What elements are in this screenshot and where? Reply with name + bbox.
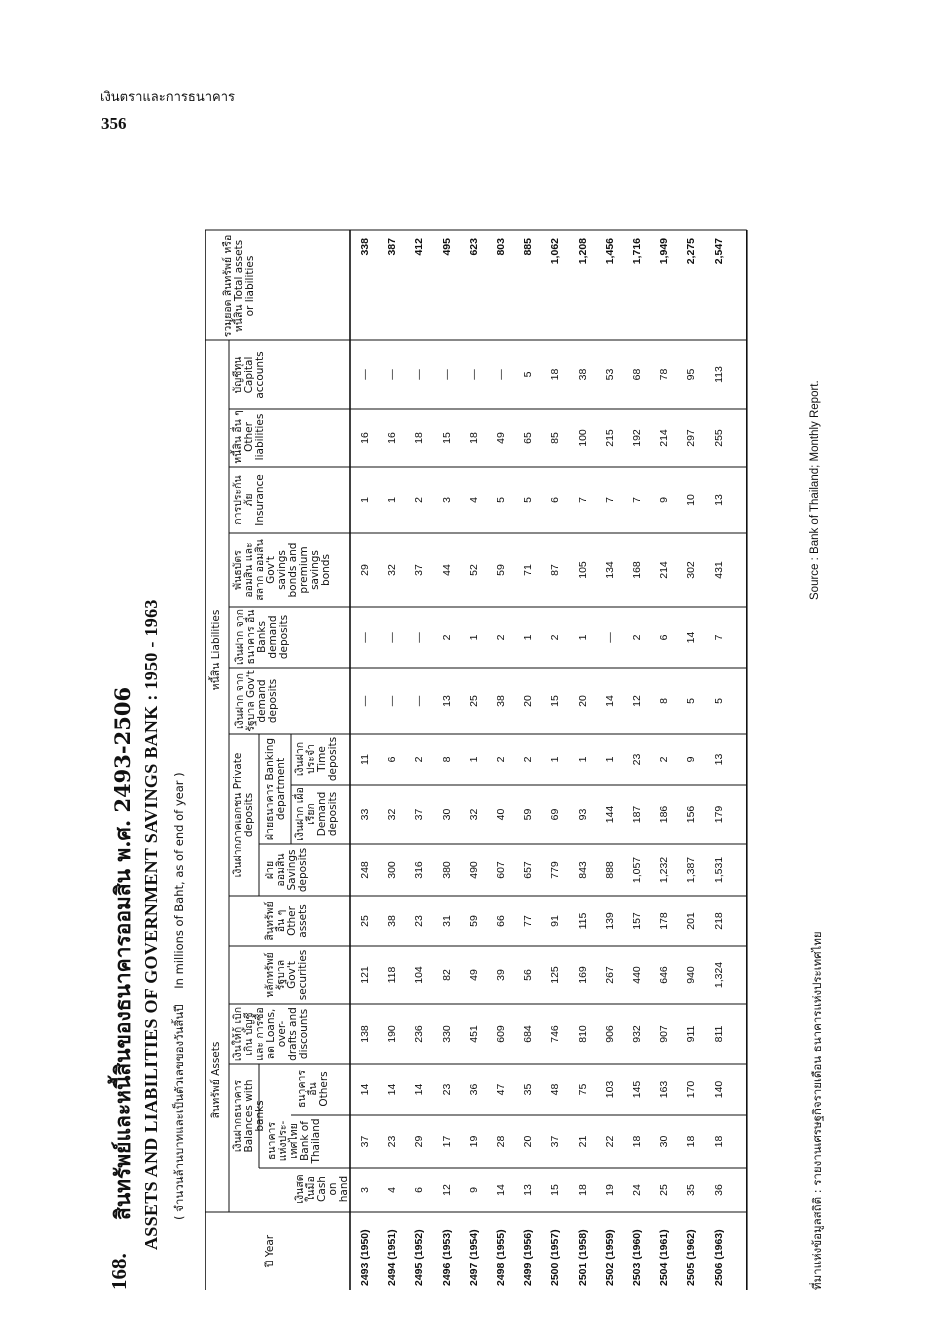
row-loans-value: 906 (603, 1025, 616, 1043)
row-year-label: 2493 (1950) (359, 1229, 371, 1286)
row-bonds-value: 105 (576, 561, 589, 579)
row-other-assets-value: 115 (576, 912, 589, 930)
header-others: ธนาคาร อื่น Others (296, 1069, 331, 1109)
row-year-label: 2501 (1958) (576, 1229, 589, 1286)
row-savings-value: 843 (576, 861, 589, 879)
row-insurance-value: 7 (603, 497, 616, 503)
row-gov-demand-value: 20 (576, 695, 589, 707)
row-bot-value: 18 (712, 1135, 725, 1148)
row-others-value: 103 (603, 1080, 616, 1099)
row-year-label: 2503 (1960) (631, 1229, 643, 1286)
row-cash-value: 18 (576, 1184, 589, 1196)
row-insurance-value: 9 (658, 497, 671, 503)
row-capital-value: — (386, 369, 399, 380)
row-govt-sec-value: 267 (603, 966, 616, 984)
row-savings-value: 316 (413, 861, 426, 879)
rotated-table-page (105, 140, 835, 1290)
row-capital-value: 53 (603, 368, 616, 381)
row-gov-demand-value: 5 (712, 698, 725, 704)
row-time-value: 1 (467, 756, 480, 763)
row-cash-value: 15 (549, 1184, 562, 1196)
row-gov-demand-value: 12 (631, 695, 643, 707)
row-other-assets-value: 38 (386, 915, 399, 927)
row-demand-value: 179 (712, 805, 725, 824)
row-bot-value: 23 (386, 1135, 399, 1148)
row-capital-value: — (467, 369, 480, 380)
row-demand-value: 144 (603, 805, 616, 824)
running-head: เงินตราและการธนาคาร (100, 90, 235, 105)
row-capital-value: 78 (658, 368, 671, 381)
row-bonds-value: 59 (495, 564, 507, 576)
row-capital-value: 38 (576, 368, 589, 381)
row-total-value: 338 (359, 238, 371, 256)
row-capital-value: 18 (549, 368, 562, 381)
row-insurance-value: 5 (495, 497, 507, 503)
row-other-liab-value: 49 (495, 432, 507, 444)
row-others-value: 14 (386, 1083, 399, 1096)
row-others-value: 140 (712, 1080, 725, 1099)
header-bot: ธนาคาร แห่งประ- เทศไทย Bank of Thailand (266, 1118, 323, 1164)
row-year-label: 2506 (1963) (712, 1229, 725, 1286)
row-savings-value: 1,531 (712, 856, 725, 884)
row-bot-value: 29 (413, 1135, 426, 1148)
row-time-value: 8 (440, 756, 453, 763)
row-govt-sec-value: 1,324 (712, 961, 725, 989)
row-capital-value: 68 (631, 368, 643, 381)
header-demand: เงินฝาก เผื่อเรียก Demand deposits (294, 787, 340, 841)
row-others-value: 14 (359, 1083, 371, 1096)
row-savings-value: 657 (522, 861, 535, 879)
row-others-value: 23 (440, 1083, 453, 1096)
row-other-liab-value: 18 (467, 432, 480, 444)
row-govt-sec-value: 121 (359, 966, 371, 984)
header-govt-sec: หลักทรัพย์ รัฐบาล Gov't securities (264, 949, 310, 1001)
row-savings-value: 380 (440, 861, 453, 879)
row-other-assets-value: 201 (685, 912, 698, 930)
row-capital-value: 95 (685, 368, 698, 381)
row-bank-demand-value: 1 (522, 634, 535, 641)
header-other-liab: หนี้สิน อื่น ๆ Other liabilities (232, 410, 267, 464)
row-savings-value: 1,057 (631, 856, 643, 884)
row-others-value: 75 (576, 1083, 589, 1096)
row-bonds-value: 87 (549, 564, 562, 576)
header-cash: เงินสด ในมือ Cash on hand (294, 1174, 351, 1204)
row-time-value: 2 (495, 756, 507, 763)
row-year-label: 2498 (1955) (495, 1229, 507, 1286)
row-bot-value: 21 (576, 1135, 589, 1148)
row-bonds-value: 44 (440, 564, 453, 576)
row-total-value: 803 (495, 238, 507, 256)
row-cash-value: 12 (440, 1184, 453, 1196)
row-others-value: 163 (658, 1080, 671, 1099)
row-time-value: 9 (685, 756, 698, 763)
row-bonds-value: 71 (522, 564, 535, 576)
row-gov-demand-value: 14 (603, 695, 616, 707)
row-capital-value: — (440, 369, 453, 380)
row-time-value: 11 (359, 754, 371, 765)
row-cash-value: 19 (603, 1184, 616, 1196)
row-total-value: 2,547 (712, 238, 725, 265)
row-gov-demand-value: — (359, 695, 371, 707)
source-thai: ที่มาแห่งข้อมูลสถิติ : รายงานเศรษฐกิจรายเดือน ธนาคารแห่งประเทศไทย (810, 931, 824, 1290)
row-bot-value: 30 (658, 1135, 671, 1148)
row-demand-value: 186 (658, 805, 671, 824)
row-others-value: 14 (413, 1083, 426, 1096)
row-bank-demand-value: 2 (495, 634, 507, 641)
row-savings-value: 1,387 (685, 856, 698, 884)
assets-liabilities-table (205, 140, 773, 1290)
row-demand-value: 69 (549, 808, 562, 821)
row-loans-value: 746 (549, 1025, 562, 1043)
row-time-value: 2 (658, 756, 671, 763)
row-cash-value: 35 (685, 1184, 698, 1196)
row-others-value: 145 (631, 1080, 643, 1099)
source-english: Source : Bank of Thailand; Monthly Report. (809, 380, 821, 600)
row-insurance-value: 1 (359, 497, 371, 503)
row-cash-value: 6 (413, 1187, 426, 1193)
row-bonds-value: 214 (658, 561, 671, 579)
row-bot-value: 22 (603, 1135, 616, 1148)
row-gov-demand-value: 15 (549, 695, 562, 707)
row-capital-value: 5 (522, 371, 535, 378)
row-savings-value: 779 (549, 861, 562, 879)
row-govt-sec-value: 118 (386, 966, 399, 984)
row-govt-sec-value: 49 (467, 969, 480, 981)
row-other-assets-value: 178 (658, 912, 671, 930)
header-bank-demand: เงินฝาก จาก ธนาคาร อื่น Banks demand deposits (234, 608, 291, 666)
row-gov-demand-value: — (413, 695, 426, 707)
row-time-value: 23 (631, 753, 643, 766)
row-loans-value: 911 (685, 1025, 698, 1043)
row-cash-value: 24 (631, 1184, 643, 1196)
row-other-assets-value: 139 (603, 912, 616, 930)
row-demand-value: 156 (685, 805, 698, 824)
row-bot-value: 20 (522, 1135, 535, 1148)
row-year-label: 2504 (1961) (658, 1229, 671, 1286)
row-total-value: 623 (467, 238, 480, 256)
row-bonds-value: 37 (413, 564, 426, 576)
row-other-liab-value: 16 (359, 432, 371, 444)
row-other-liab-value: 215 (603, 429, 616, 447)
row-bonds-value: 29 (359, 564, 371, 576)
row-insurance-value: 1 (386, 497, 399, 503)
row-cash-value: 25 (658, 1184, 671, 1196)
row-other-liab-value: 255 (712, 429, 725, 447)
row-bank-demand-value: — (386, 632, 399, 643)
row-bonds-value: 302 (685, 561, 698, 579)
row-demand-value: 32 (467, 808, 480, 821)
row-other-assets-value: 66 (495, 915, 507, 927)
row-others-value: 36 (467, 1083, 480, 1096)
row-gov-demand-value: 25 (467, 695, 480, 707)
row-other-liab-value: 18 (413, 432, 426, 444)
table-title-thai: สินทรัพย์และหนี้สินของธนาคารออมสิน พ.ศ. 2493-2506 (110, 686, 135, 1220)
row-total-value: 1,062 (549, 238, 562, 265)
header-total: รวมยอด สินทรัพย์ หรือ หนี้สิน Total assets or liabilities (222, 234, 257, 338)
row-other-assets-value: 77 (522, 915, 535, 927)
row-cash-value: 14 (495, 1184, 507, 1196)
header-insurance: การประกัน ภัย Insurance (232, 474, 267, 526)
row-govt-sec-value: 125 (549, 966, 562, 984)
row-bank-demand-value: — (413, 632, 426, 643)
row-year-label: 2499 (1956) (522, 1229, 535, 1286)
row-gov-demand-value: 20 (522, 695, 535, 707)
row-year-label: 2495 (1952) (413, 1229, 426, 1286)
row-gov-demand-value: — (386, 695, 399, 707)
row-other-assets-value: 91 (549, 915, 562, 927)
row-other-liab-value: 297 (685, 429, 698, 447)
row-bank-demand-value: 1 (467, 634, 480, 641)
row-other-assets-value: 218 (712, 912, 725, 930)
row-others-value: 170 (685, 1080, 698, 1099)
row-capital-value: — (495, 369, 507, 380)
row-loans-value: 190 (386, 1025, 399, 1043)
header-time: เงินฝาก ประจำ Time deposits (294, 736, 340, 782)
row-demand-value: 37 (413, 808, 426, 821)
row-bank-demand-value: — (359, 632, 371, 643)
row-loans-value: 138 (359, 1025, 371, 1043)
row-insurance-value: 13 (712, 494, 725, 506)
row-total-value: 2,275 (685, 238, 698, 265)
row-cash-value: 9 (467, 1187, 480, 1193)
row-cash-value: 13 (522, 1184, 535, 1196)
row-time-value: 2 (522, 756, 535, 763)
row-bonds-value: 52 (467, 564, 480, 576)
row-time-value: 1 (576, 756, 589, 763)
row-year-label: 2497 (1954) (467, 1229, 480, 1286)
row-demand-value: 187 (631, 805, 643, 824)
row-bonds-value: 134 (603, 561, 616, 579)
row-demand-value: 59 (522, 808, 535, 821)
row-total-value: 1,456 (603, 238, 616, 265)
row-demand-value: 30 (440, 808, 453, 821)
header-savings: ฝ่าย ออมสิน Savings deposits (264, 847, 310, 893)
table-number: 168. (107, 1253, 131, 1290)
row-insurance-value: 5 (522, 497, 535, 503)
units-note-english: In millions of Baht, as of end of year ) (172, 772, 186, 989)
row-other-assets-value: 59 (467, 915, 480, 927)
row-year-label: 2494 (1951) (386, 1229, 399, 1286)
row-time-value: 2 (413, 756, 426, 763)
row-insurance-value: 10 (685, 494, 698, 506)
row-bonds-value: 431 (712, 561, 725, 579)
row-year-label: 2500 (1957) (549, 1229, 562, 1286)
row-total-value: 1,949 (658, 238, 671, 265)
table-title-english: ASSETS AND LIABILITIES OF GOVERNMENT SAVINGS BANK : 1950 - 1963 (141, 599, 161, 1250)
row-other-assets-value: 31 (440, 915, 453, 927)
header-private-deposits-group: เงินฝากภาคเอกชน Private deposits (232, 752, 256, 878)
row-bot-value: 18 (631, 1135, 643, 1148)
row-others-value: 47 (495, 1083, 507, 1096)
header-year: ปี Year (264, 1234, 276, 1268)
header-liabilities-group: หนี้สิน Liabilities (210, 609, 222, 691)
row-capital-value: — (359, 369, 371, 380)
row-govt-sec-value: 169 (576, 966, 589, 984)
row-insurance-value: 2 (413, 497, 426, 503)
row-savings-value: 607 (495, 861, 507, 879)
header-balances-group: เงินฝากธนาคาร Balances with banks (232, 1079, 267, 1153)
row-govt-sec-value: 82 (440, 969, 453, 981)
row-other-liab-value: 16 (386, 432, 399, 444)
row-others-value: 35 (522, 1083, 535, 1096)
row-insurance-value: 6 (549, 497, 562, 503)
row-govt-sec-value: 39 (495, 969, 507, 981)
row-other-liab-value: 192 (631, 429, 643, 447)
row-year-label: 2502 (1959) (603, 1229, 616, 1286)
row-insurance-value: 7 (631, 497, 643, 503)
row-other-liab-value: 214 (658, 429, 671, 447)
row-gov-demand-value: 8 (658, 698, 671, 704)
row-loans-value: 236 (413, 1025, 426, 1043)
row-other-assets-value: 23 (413, 915, 426, 927)
row-savings-value: 248 (359, 861, 371, 879)
row-other-liab-value: 100 (576, 429, 589, 447)
header-banking-department-group: ฝ่ายธนาคาร Banking department (264, 737, 288, 841)
row-loans-value: 451 (467, 1025, 480, 1043)
row-other-liab-value: 15 (440, 432, 453, 444)
row-total-value: 885 (522, 238, 535, 256)
header-bonds: พันธบัตร ออมสิน และสลาก ออมสิน Gov't savings bonds and premium savings bonds (232, 539, 333, 601)
row-savings-value: 490 (467, 861, 480, 879)
row-gov-demand-value: 38 (495, 695, 507, 707)
row-year-label: 2505 (1962) (685, 1229, 698, 1286)
row-bank-demand-value: 14 (685, 631, 698, 644)
row-savings-value: 888 (603, 861, 616, 879)
header-assets-group: สินทรัพย์ Assets (210, 1041, 222, 1119)
row-bot-value: 28 (495, 1135, 507, 1148)
page-number: 356 (101, 114, 127, 133)
units-note (171, 760, 189, 1220)
row-gov-demand-value: 5 (685, 698, 698, 704)
row-demand-value: 32 (386, 808, 399, 821)
row-time-value: 13 (712, 753, 725, 766)
row-bank-demand-value: 1 (576, 634, 589, 641)
row-demand-value: 33 (359, 808, 371, 821)
row-total-value: 1,208 (576, 238, 589, 265)
row-bonds-value: 32 (386, 564, 399, 576)
row-insurance-value: 7 (576, 497, 589, 503)
row-bank-demand-value: — (603, 632, 616, 643)
row-govt-sec-value: 56 (522, 969, 535, 981)
row-loans-value: 907 (658, 1025, 671, 1043)
row-total-value: 495 (440, 238, 453, 256)
row-govt-sec-value: 940 (685, 966, 698, 984)
row-total-value: 412 (413, 238, 426, 256)
row-loans-value: 330 (440, 1025, 453, 1043)
row-total-value: 387 (386, 238, 399, 256)
row-year-label: 2496 (1953) (440, 1229, 453, 1286)
row-govt-sec-value: 104 (413, 966, 426, 984)
row-time-value: 1 (603, 756, 616, 763)
row-loans-value: 811 (712, 1025, 725, 1043)
row-other-assets-value: 25 (359, 915, 371, 927)
row-time-value: 6 (386, 756, 399, 763)
row-demand-value: 93 (576, 808, 589, 821)
row-cash-value: 36 (712, 1184, 725, 1196)
row-bank-demand-value: 2 (549, 634, 562, 641)
row-others-value: 48 (549, 1083, 562, 1096)
header-capital: บัญชีทุน Capital accounts (232, 351, 267, 399)
row-bank-demand-value: 2 (440, 634, 453, 641)
row-govt-sec-value: 646 (658, 966, 671, 984)
row-capital-value: — (413, 369, 426, 380)
row-bank-demand-value: 6 (658, 634, 671, 641)
header-loans: เงินให้กู้ เบิกเกิน บัญชีและ การซื้อลด Loans, over- drafts and discounts (232, 1006, 311, 1062)
row-other-liab-value: 65 (522, 432, 535, 444)
row-insurance-value: 4 (467, 497, 480, 503)
row-total-value: 1,716 (631, 238, 643, 265)
row-bank-demand-value: 2 (631, 634, 643, 641)
row-savings-value: 1,232 (658, 856, 671, 884)
units-note-thai: ( จำนวนล้านบาทและเป็นตัวเลขของวันสิ้นปี (172, 1004, 186, 1220)
row-bank-demand-value: 7 (712, 634, 725, 641)
row-bot-value: 37 (359, 1135, 371, 1148)
row-gov-demand-value: 13 (440, 695, 453, 707)
row-govt-sec-value: 440 (631, 966, 643, 984)
row-bot-value: 17 (440, 1135, 453, 1148)
row-bot-value: 37 (549, 1135, 562, 1148)
row-cash-value: 3 (359, 1187, 371, 1193)
row-demand-value: 40 (495, 808, 507, 821)
row-cash-value: 4 (386, 1187, 399, 1193)
row-loans-value: 932 (631, 1025, 643, 1043)
row-bot-value: 19 (467, 1135, 480, 1148)
row-savings-value: 300 (386, 861, 399, 879)
row-loans-value: 609 (495, 1025, 507, 1043)
row-loans-value: 684 (522, 1025, 535, 1043)
header-gov-demand: เงินฝาก จากรัฐบาล Gov't demand deposits (234, 670, 280, 732)
row-capital-value: 113 (712, 366, 725, 383)
row-loans-value: 810 (576, 1025, 589, 1043)
row-other-liab-value: 85 (549, 432, 562, 444)
row-bot-value: 18 (685, 1135, 698, 1148)
row-time-value: 1 (549, 756, 562, 763)
row-bonds-value: 168 (631, 561, 643, 579)
header-other-assets: สินทรัพย์ อื่น ๆ Other assets (264, 901, 310, 941)
row-insurance-value: 3 (440, 497, 453, 503)
row-other-assets-value: 157 (631, 912, 643, 930)
